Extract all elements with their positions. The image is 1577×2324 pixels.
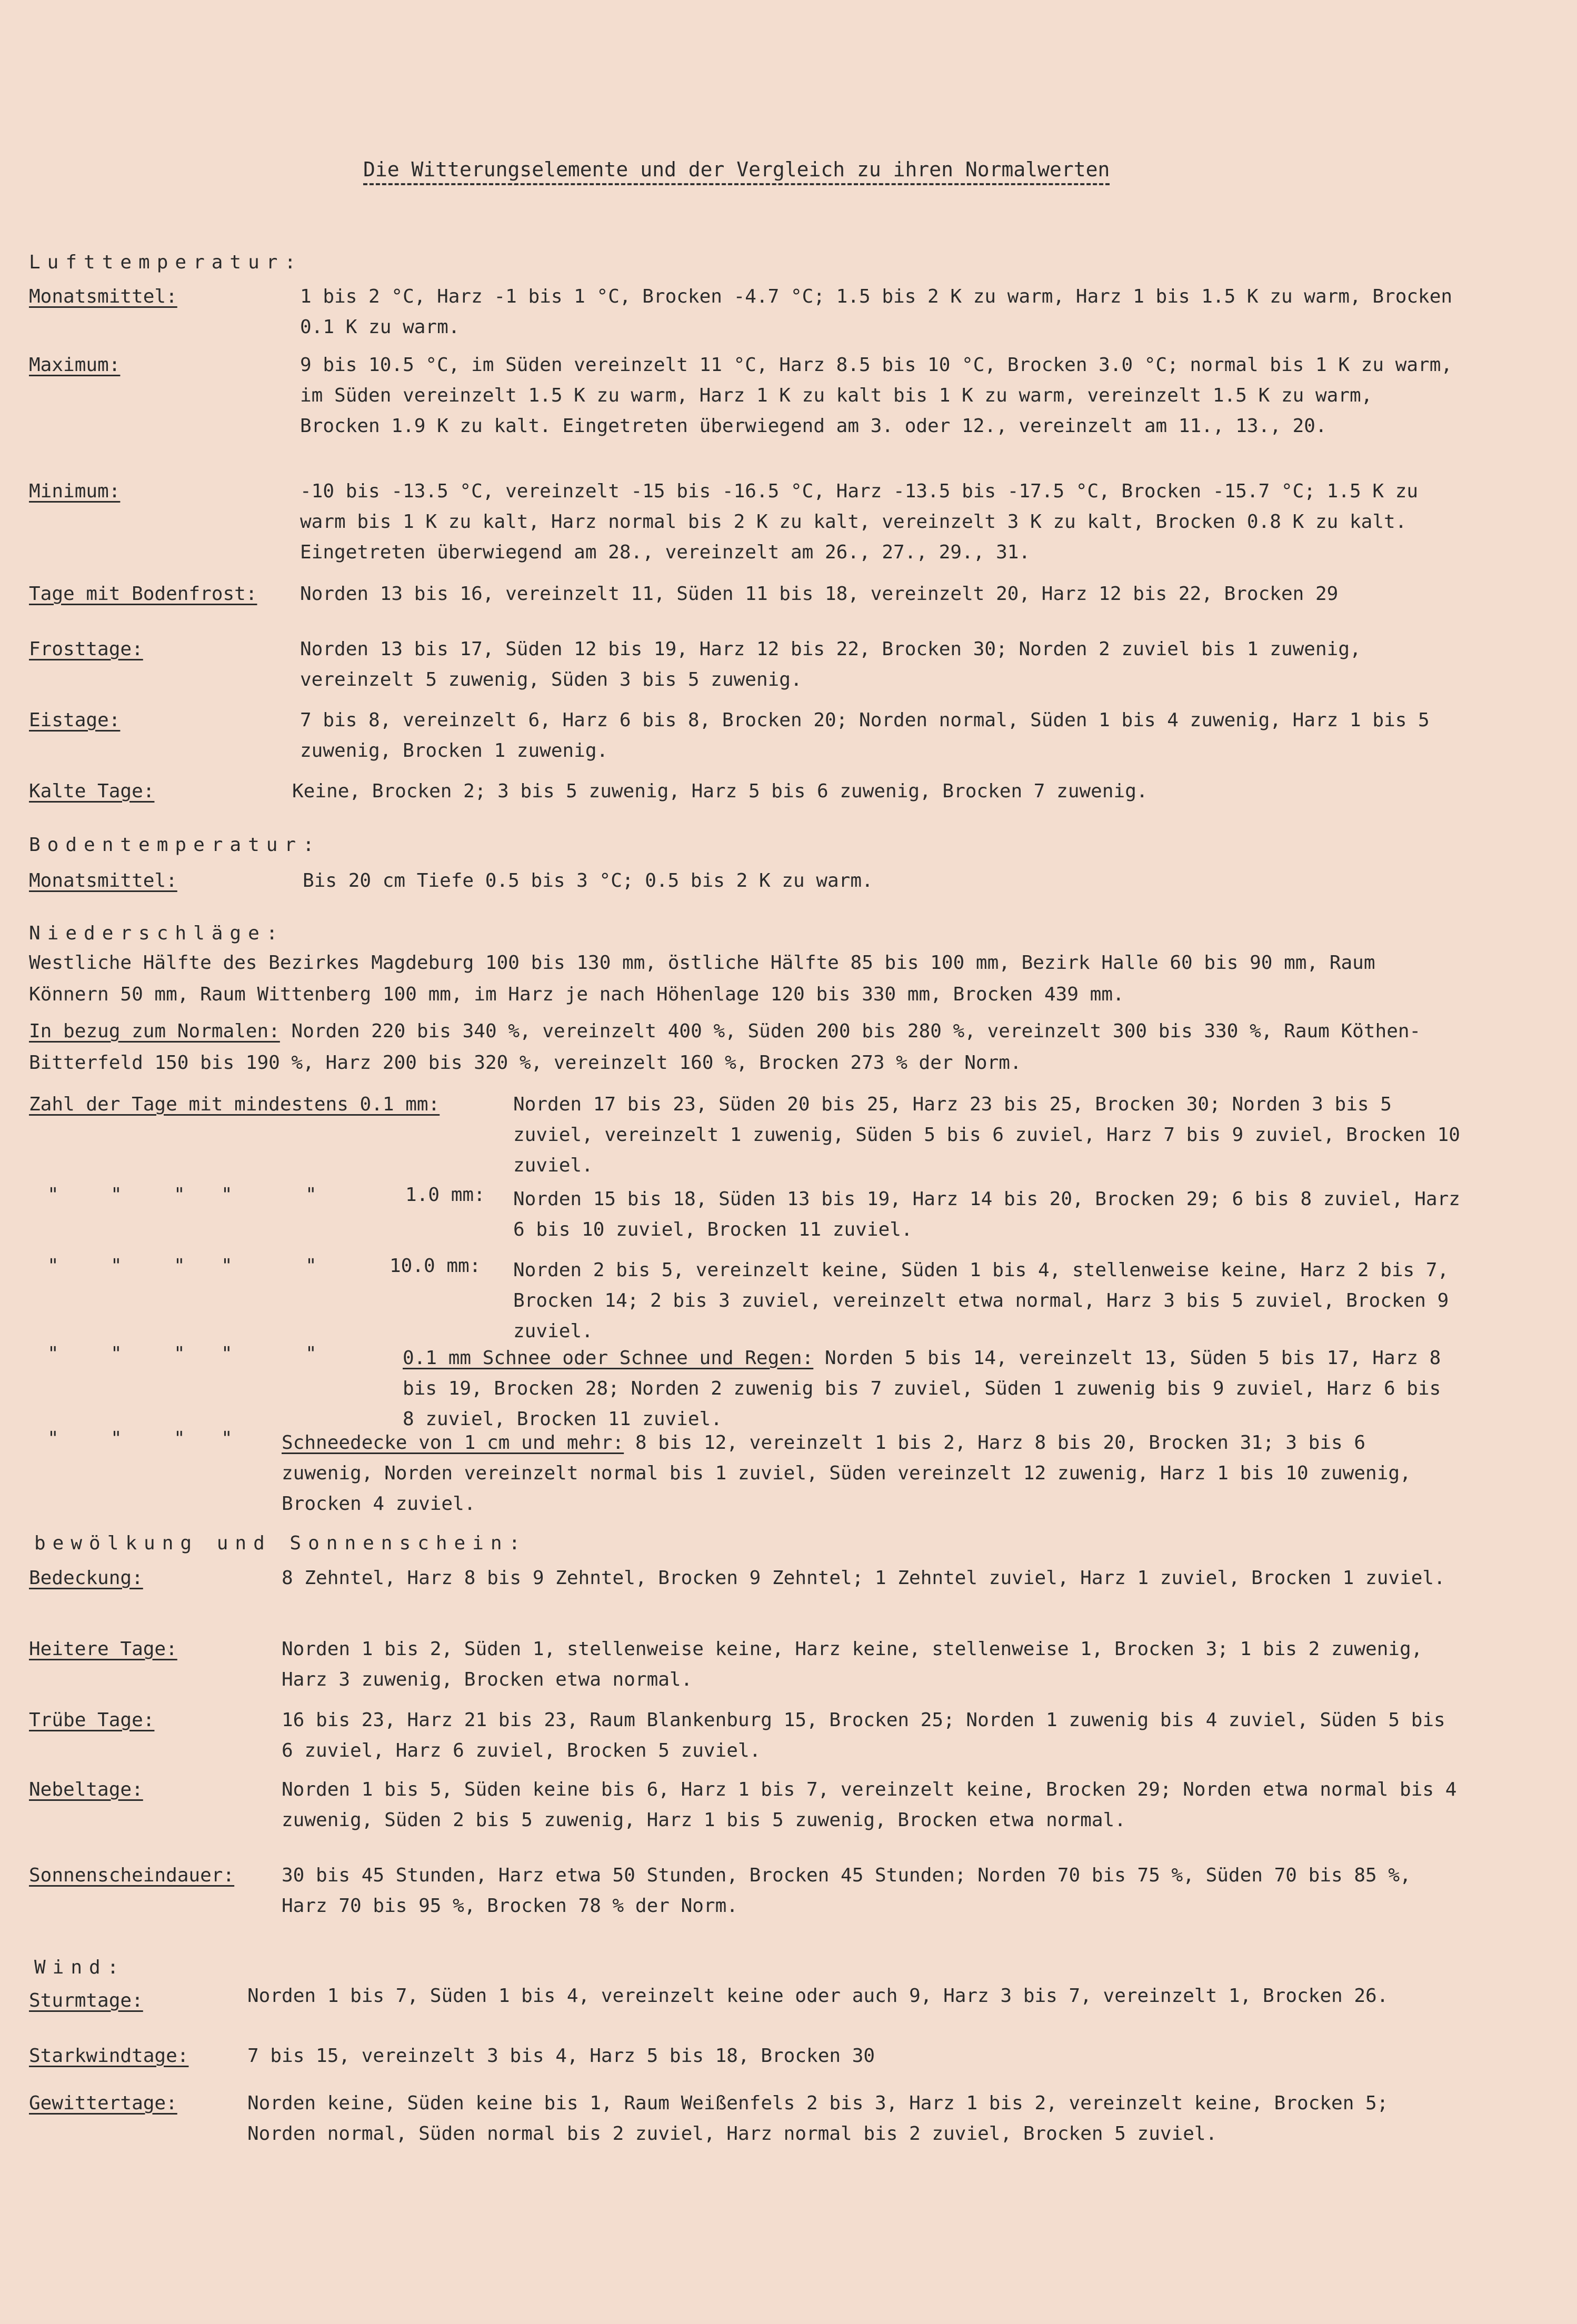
entry-text xyxy=(403,1343,1461,1435)
entry-sonnenscheindauer xyxy=(29,1860,1461,1924)
entry-text: 9 bis 10.5 °C, im Süden vereinzelt 11 °C, Harz 8.5 bis 10 °C, Brocken 3.0 °C; normal bis 1 K zu warm, im Süden vereinzelt 1.5 K zu warm, Harz 1 K zu kalt bis 1 K zu warm, vereinzelt 1.5 K zu warm, Brocken 1.9 K zu kalt. Eingetreten überwiegend am 3. oder 12., vereinzelt am 11., 13., 20. xyxy=(300,354,1453,437)
entry-label: Nebeltage: xyxy=(29,1779,143,1800)
entry-text: 1 bis 2 °C, Harz -1 bis 1 °C, Brocken -4.7 °C; 1.5 bis 2 K zu warm, Harz 1 bis 1.5 K zu warm, Brocken 0.1 K zu warm. xyxy=(300,286,1453,338)
entry-label: Trübe Tage: xyxy=(29,1709,155,1731)
ditto-mark: " xyxy=(47,1428,59,1449)
entry-text: Norden 15 bis 18, Süden 13 bis 19, Harz 14 bis 20, Brocken 29; 6 bis 8 zuviel, Harz 6 bis 10 zuviel, Brocken 11 zuviel. xyxy=(513,1188,1460,1240)
entry-text: Norden 1 bis 5, Süden keine bis 6, Harz 1 bis 7, vereinzelt keine, Brocken 29; Norden etwa normal bis 4 zuwenig, Süden 2 bis 5 zuwenig, Harz 1 bis 5 zuwenig, Brocken etwa normal. xyxy=(282,1779,1457,1831)
ditto-mark: " xyxy=(111,1428,122,1449)
entry-label: Sonnenscheindauer: xyxy=(29,1865,235,1886)
entry-label: Kalte Tage: xyxy=(29,780,155,802)
ditto-mark: " xyxy=(221,1428,233,1449)
ditto-mark: " xyxy=(174,1255,185,1277)
ditto-mark: " xyxy=(111,1255,122,1277)
entry-label: Zahl der Tage mit mindestens 0.1 mm: xyxy=(29,1094,440,1115)
entry-text: Norden 13 bis 16, vereinzelt 11, Süden 11 bis 18, vereinzelt 20, Harz 12 bis 22, Brocken 29 xyxy=(300,583,1339,605)
section-heading-bodentemperatur: Bodentemperatur: xyxy=(29,834,321,856)
entry-label: Starkwindtage: xyxy=(29,2045,189,2067)
entry-tage-01mm xyxy=(29,1089,1461,1184)
entry-value: 8 bis 12, vereinzelt 1 bis 2, Harz 8 bis 20, Brocken 31; 3 bis 6 zuwenig, Norden vereinzelt normal bis 1 zuviel, Süden vereinzelt 12 zuwenig, Harz 1 bis 10 zuwenig, Brocken 4 zuviel. xyxy=(282,1432,1411,1515)
entry-label: Tage mit Bodenfrost: xyxy=(29,583,257,605)
entry-text: 8 Zehntel, Harz 8 bis 9 Zehntel, Brocken 9 Zehntel; 1 Zehntel zuviel, Harz 1 zuviel, Brocken 1 zuviel. xyxy=(282,1567,1445,1589)
entry-label: Monatsmittel: xyxy=(29,286,177,307)
entry-boden-monatsmittel xyxy=(29,866,1461,897)
entry-nebeltage xyxy=(29,1775,1461,1838)
ditto-mark: " xyxy=(305,1184,317,1206)
ditto-mark: " xyxy=(221,1343,233,1365)
entry-text: Norden 13 bis 17, Süden 12 bis 19, Harz 12 bis 22, Brocken 30; Norden 2 zuviel bis 1 zuwenig, vereinzelt 5 zuwenig, Süden 3 bis 5 zuwenig. xyxy=(300,638,1361,690)
ditto-mark: " xyxy=(174,1343,185,1365)
ditto-mark: " xyxy=(305,1343,317,1365)
entry-label: In bezug zum Normalen: xyxy=(29,1020,280,1042)
entry-text: Norden 220 bis 340 %, vereinzelt 400 %, Süden 200 bis 280 %, vereinzelt 300 bis 330 %, Raum Köthen-Bitterfeld 150 bis 190 %, Harz 200 bis 320 %, vereinzelt 160 %, Brocken 273 % der Norm. xyxy=(29,1020,1421,1074)
document-title: Die Witterungselemente und der Vergleich zu ihren Normalwerten xyxy=(363,158,1110,181)
entry-label: Sturmtage: xyxy=(29,1990,143,2011)
entry-heitere-tage xyxy=(29,1634,1461,1697)
section-heading-lufttemperatur: Lufttemperatur: xyxy=(29,252,303,273)
entry-luft-minimum xyxy=(29,476,1461,571)
entry-label: 10.0 mm: xyxy=(390,1255,481,1277)
ditto-mark: " xyxy=(174,1428,185,1449)
entry-text: Norden 2 bis 5, vereinzelt keine, Süden 1 bis 4, stellenweise keine, Harz 2 bis 7, Brocken 14; 2 bis 3 zuviel, vereinzelt etwa normal, Harz 3 bis 5 zuviel, Brocken 9 zuviel. xyxy=(513,1259,1449,1342)
entry-label: Gewittertage: xyxy=(29,2092,177,2114)
entry-label: Monatsmittel: xyxy=(29,870,177,891)
section-heading-bewoelkung: bewölkung und Sonnenschein: xyxy=(34,1532,527,1554)
section-heading-niederschlaege: Niederschläge: xyxy=(29,923,285,944)
entry-label: Maximum: xyxy=(29,354,121,376)
entry-luft-monatsmittel xyxy=(29,282,1461,345)
entry-text: Norden keine, Süden keine bis 1, Raum Weißenfels 2 bis 3, Harz 1 bis 2, vereinzelt keine, Brocken 5; Norden normal, Süden normal bis 2 zuviel, Harz normal bis 2 zuviel, Brocken 5 zuviel. xyxy=(247,2092,1389,2145)
entry-text: Keine, Brocken 2; 3 bis 5 zuwenig, Harz 5 bis 6 zuwenig, Brocken 7 zuwenig. xyxy=(292,780,1148,802)
entry-label: Minimum: xyxy=(29,480,121,502)
entry-label: Eistage: xyxy=(29,709,121,731)
entry-text: Norden 1 bis 2, Süden 1, stellenweise keine, Harz keine, stellenweise 1, Brocken 3; 1 bis 2 zuwenig, Harz 3 zuwenig, Brocken etwa normal. xyxy=(282,1638,1423,1690)
ditto-mark: " xyxy=(111,1343,122,1365)
niederschlag-westlich: Westliche Hälfte des Bezirkes Magdeburg 100 bis 130 mm, östliche Hälfte 85 bis 100 mm, Bezirk Halle 60 bis 90 mm, Raum Könnern 50 mm, Raum Wittenberg 100 mm, im Harz je nach Höhenlage 120 bis 330 mm, Brocken 439 mm. xyxy=(29,952,1375,1005)
ditto-mark: " xyxy=(305,1255,317,1277)
entry-text: -10 bis -13.5 °C, vereinzelt -15 bis -16.5 °C, Harz -13.5 bis -17.5 °C, Brocken -15.7 °C; 1.5 K zu warm bis 1 K zu kalt, Harz normal bis 2 K zu kalt, vereinzelt 3 K zu kalt, Brocken 0.8 K zu kalt. Eingetreten überwiegend am 28., vereinzelt am 26., 27., 29., 31. xyxy=(300,480,1419,563)
entry-text: 7 bis 8, vereinzelt 6, Harz 6 bis 8, Brocken 20; Norden normal, Süden 1 bis 4 zuwenig, Harz 1 bis 5 zuwenig, Brocken 1 zuwenig. xyxy=(300,709,1430,762)
entry-value: Norden 5 bis 14, vereinzelt 13, Süden 5 bis 17, Harz 8 bis 19, Brocken 28; Norden 2 zuwenig bis 7 zuviel, Süden 1 zuwenig bis 9 zuviel, Harz 6 bis 8 zuviel, Brocken 11 zuviel. xyxy=(403,1347,1441,1430)
ditto-mark: " xyxy=(221,1255,233,1277)
section-heading-wind: Wind: xyxy=(34,1957,126,1978)
entry-luft-kalte-tage xyxy=(29,776,1461,808)
entry-label: 0.1 mm Schnee oder Schnee und Regen: xyxy=(403,1347,814,1369)
ditto-mark: " xyxy=(47,1255,59,1277)
entry-label: 1.0 mm: xyxy=(405,1184,485,1206)
entry-text: 7 bis 15, vereinzelt 3 bis 4, Harz 5 bis 18, Brocken 30 xyxy=(247,2045,875,2067)
entry-label: Frosttage: xyxy=(29,638,143,660)
entry-bedeckung xyxy=(29,1563,1461,1626)
entry-text: Norden 1 bis 7, Süden 1 bis 4, vereinzelt keine oder auch 9, Harz 3 bis 7, vereinzelt 1, Brocken 26. xyxy=(247,1985,1389,2007)
entry-starkwindtage xyxy=(29,2041,1461,2072)
ditto-mark: " xyxy=(47,1184,59,1206)
entry-truebe-tage xyxy=(29,1705,1461,1768)
entry-luft-maximum xyxy=(29,350,1461,476)
entry-sturmtage xyxy=(29,1986,1461,2043)
ditto-mark: " xyxy=(111,1184,122,1206)
entry-luft-frosttage xyxy=(29,634,1461,697)
entry-label: Schneedecke von 1 cm und mehr: xyxy=(282,1432,624,1454)
entry-text: Bis 20 cm Tiefe 0.5 bis 3 °C; 0.5 bis 2 K zu warm. xyxy=(303,870,873,891)
entry-label: Heitere Tage: xyxy=(29,1638,177,1660)
niederschlag-normalen xyxy=(29,1016,1450,1079)
ditto-mark: " xyxy=(221,1184,233,1206)
entry-text: 16 bis 23, Harz 21 bis 23, Raum Blankenburg 15, Brocken 25; Norden 1 zuwenig bis 4 zuviel, Süden 5 bis 6 zuviel, Harz 6 zuviel, Brocken 5 zuviel. xyxy=(282,1709,1445,1761)
entry-label: Bedeckung: xyxy=(29,1567,143,1589)
entry-text: 30 bis 45 Stunden, Harz etwa 50 Stunden, Brocken 45 Stunden; Norden 70 bis 75 %, Süden 70 bis 85 %, Harz 70 bis 95 %, Brocken 78 % der Norm. xyxy=(282,1865,1411,1917)
entry-text xyxy=(282,1428,1461,1519)
ditto-mark: " xyxy=(47,1343,59,1365)
entry-luft-bodenfrost xyxy=(29,579,1461,610)
ditto-mark: " xyxy=(174,1184,185,1206)
entry-gewittertage xyxy=(29,2088,1461,2151)
entry-luft-eistage xyxy=(29,705,1461,768)
entry-text: Norden 17 bis 23, Süden 20 bis 25, Harz 23 bis 25, Brocken 30; Norden 3 bis 5 zuviel, vereinzelt 1 zuwenig, Süden 5 bis 6 zuviel, Harz 7 bis 9 zuviel, Brocken 10 zuviel. xyxy=(513,1094,1460,1176)
